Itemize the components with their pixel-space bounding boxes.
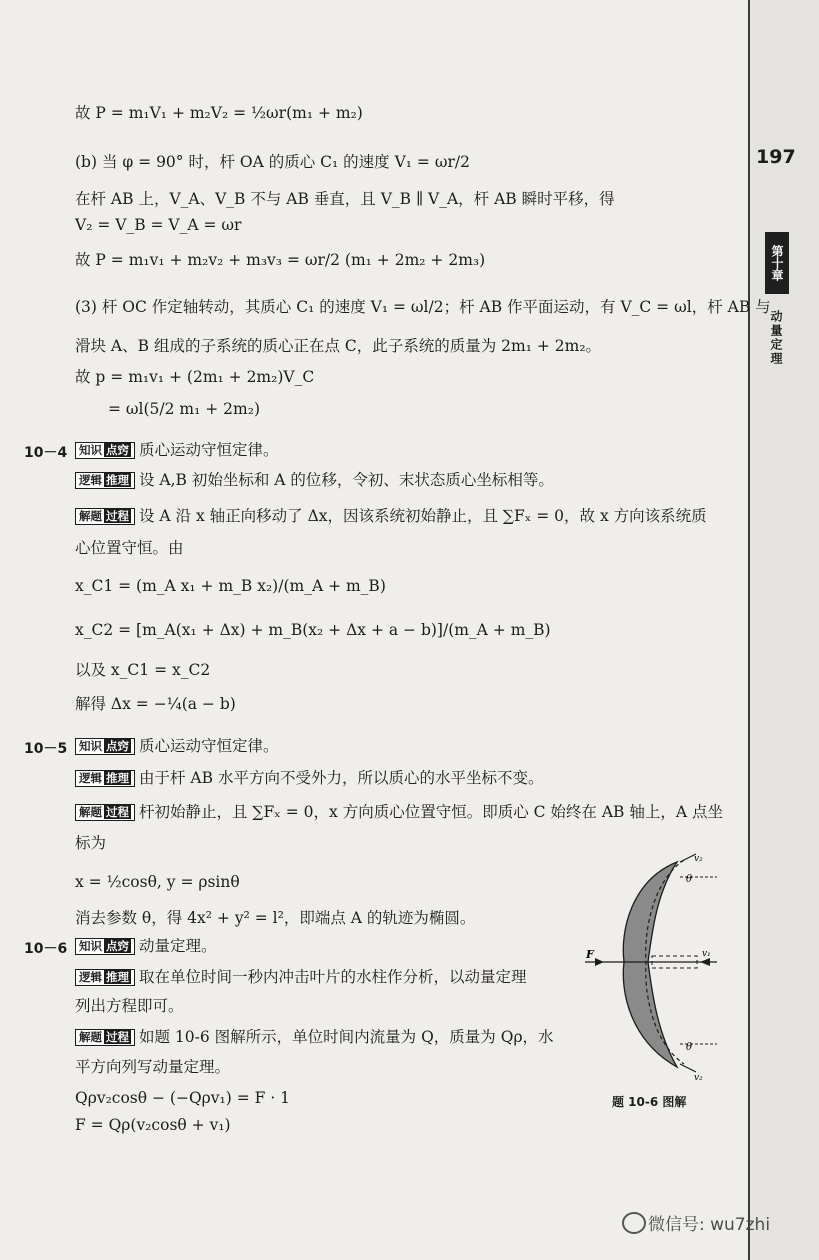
solution-line: 解题 过程 杆初始静止，且 ∑Fₓ = 0，x 方向质心位置守恒。即质心 C 始终在 AB 轴上，A 点坐 [75,802,723,822]
watermark-text: 微信号: wu7zhi [648,1215,771,1235]
reasoning-tag: 逻辑 推理 [75,770,135,787]
problem-number: 10－4 [24,445,68,461]
equation-line: 故 P = m₁v₁ + m₂v₂ + m₃v₃ = ωr/2 (m₁ + 2m₂ + 2m₃) [75,251,486,269]
v2-bottom-label: v₂ [694,1073,703,1082]
v1-arrowhead [700,958,710,966]
text-line: 心位置守恒。由 [75,539,184,557]
page-number: 197 [756,146,796,168]
equation-line: V₂ = V_B = V_A = ωr [75,216,242,234]
text-line: (3) 杆 OC 作定轴转动，其质心 C₁ 的速度 V₁ = ωl/2；杆 AB 作平面运动，有 V_C = ωl，杆 AB 与 [75,298,771,316]
text-line: 平方向列写动量定理。 [75,1058,231,1076]
solution-line: 解题 过程 设 A 沿 x 轴正向移动了 Δx，因该系统初始静止，且 ∑Fₓ = 0，故 x 方向该系统质 [75,506,707,526]
knowledge-line: 知识 点窍 动量定理。 [75,936,217,956]
theta-top-label: θ [686,874,693,885]
solution-tag: 解题 过程 [75,804,135,821]
equation-line: x_C2 = [m_A(x₁ + Δx) + m_B(x₂ + Δx + a − b)]/(m_A + m_B) [75,621,551,639]
text-line: 在杆 AB 上，V_A、V_B 不与 AB 垂直，且 V_B ∥ V_A，杆 AB 瞬时平移，得 [75,190,615,208]
solution-line: 解题 过程 如题 10-6 图解所示，单位时间内流量为 Q，质量为 Qρ，水 [75,1027,554,1047]
equation-line: x_C1 = (m_A x₁ + m_B x₂)/(m_A + m_B) [75,577,386,595]
knowledge-tag: 知识 点窍 [75,938,135,955]
reasoning-line: 逻辑 推理 由于杆 AB 水平方向不受外力，所以质心的水平坐标不变。 [75,768,543,788]
v2-bottom-arrow [680,1064,696,1072]
solution-tag: 解题 过程 [75,1029,135,1046]
chapter-name: 动量定理 [769,310,783,366]
reasoning-tag: 逻辑 推理 [75,472,135,489]
reasoning-line: 逻辑 推理 设 A,B 初始坐标和 A 的位移，令初、末状态质心坐标相等。 [75,470,554,490]
blade-body [623,862,677,1067]
reasoning-tag: 逻辑 推理 [75,969,135,986]
text-line: 滑块 A、B 组成的子系统的质心正在点 C，此子系统的质量为 2m₁ + 2m₂。 [75,337,602,355]
equation-line: 解得 Δx = −¼(a − b) [75,695,236,713]
chapter-tab: 第十章 [765,232,789,294]
equation-line: F = Qρ(v₂cosθ + v₁) [75,1116,231,1134]
text-line: 标为 [75,834,107,852]
wechat-icon [622,1212,646,1234]
knowledge-line: 知识 点窍 质心运动守恒定律。 [75,440,279,460]
problem-number: 10－5 [24,741,68,757]
force-arrowhead [595,958,604,966]
figure-caption: 题 10-6 图解 [612,1095,687,1109]
equation-line: Qρv₂cosθ − (−Qρv₁) = F · 1 [75,1089,291,1107]
equation-line: 故 P = m₁V₁ + m₂V₂ = ½ωr(m₁ + m₂) [75,104,363,122]
reasoning-line: 逻辑 推理 取在单位时间一秒内冲击叶片的水柱作分析，以动量定理 [75,967,527,987]
knowledge-tag: 知识 点窍 [75,442,135,459]
text-line: 列出方程即可。 [75,997,184,1015]
knowledge-tag: 知识 点窍 [75,738,135,755]
page-edge [750,0,819,1260]
v1-label: v₁ [702,949,711,959]
solution-tag: 解题 过程 [75,508,135,525]
equation-line: 以及 x_C1 = x_C2 [75,661,211,679]
blade-diagram [582,852,717,1082]
equation-line: = ωl(5/2 m₁ + 2m₂) [108,400,261,418]
equation-line: x = ½cosθ, y = ρsinθ [75,873,240,891]
margin-rule [748,0,750,1260]
v2-top-label: v₂ [694,854,703,864]
knowledge-line: 知识 点窍 质心运动守恒定律。 [75,736,279,756]
force-label: F [586,948,594,961]
theta-bottom-label: θ [686,1042,693,1053]
text-line: 消去参数 θ，得 4x² + y² = l²，即端点 A 的轨迹为椭圆。 [75,909,476,927]
text-line: (b) 当 φ = 90° 时，杆 OA 的质心 C₁ 的速度 V₁ = ωr/2 [75,153,470,171]
problem-number: 10－6 [24,941,68,957]
equation-line: 故 p = m₁v₁ + (2m₁ + 2m₂)V_C [75,368,315,386]
